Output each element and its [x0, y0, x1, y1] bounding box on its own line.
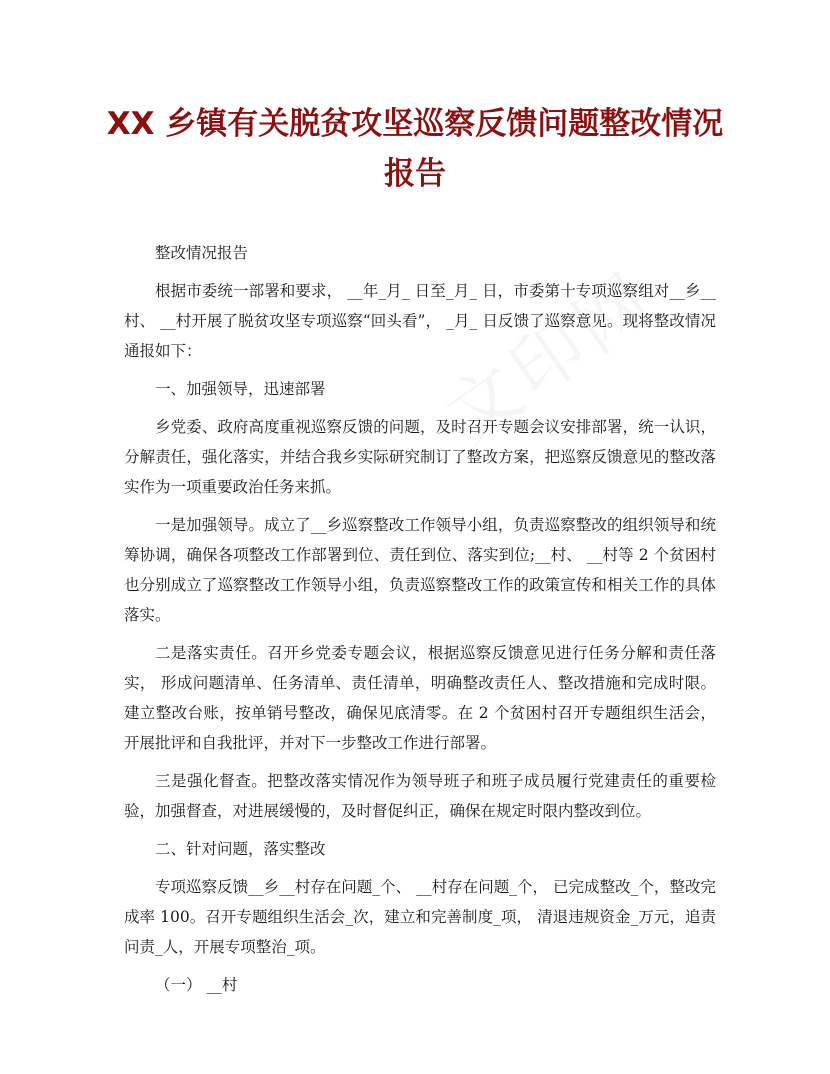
- subsection-heading-village: （一） __村: [155, 976, 238, 994]
- section-heading-2: 二、针对问题，落实整改: [155, 840, 326, 858]
- document-title-line-1: XX 乡镇有关脱贫攻坚巡察反馈问题整改情况: [106, 106, 724, 142]
- intro-paragraph: 根据市委统一部署和要求， __年_月_ 日至_月_ 日，市委第十专项巡察组对__乡__村、 __村开展了脱贫攻坚专项巡察“回头看”， _月_ 日反馈了巡察意见。现将整改情况通报如下：: [124, 282, 716, 360]
- section-heading-1: 一、加强领导，迅速部署: [155, 380, 326, 398]
- paragraph-supervision: 三是强化督查。把整改落实情况作为领导班子和班子成员履行党建责任的重要检验，加强督查，对进展缓慢的，及时督促纠正，确保在规定时限内整改到位。: [124, 772, 716, 820]
- paragraph-rectification-stats: 专项巡察反馈__乡__村存在问题_个、 __村存在问题_个， 已完成整改_个，整改完成率 100。召开专题组织生活会_次，建立和完善制度_项， 清退违规资金_万元，追责问责_人，开展专项整治_项。: [124, 878, 716, 956]
- document-title-line-2: 报告: [384, 156, 446, 192]
- paragraph-overview: 乡党委、政府高度重视巡察反馈的问题，及时召开专题会议安排部署，统一认识，分解责任，强化落实，并结合我乡实际研究制订了整改方案，把巡察反馈意见的整改落实作为一项重要政治任务来抓。: [124, 418, 716, 496]
- document-body: [124, 238, 716, 1008]
- paragraph-responsibility: 二是落实责任。召开乡党委专题会议，根据巡察反馈意见进行任务分解和责任落实， 形成问题清单、任务清单、责任清单，明确整改责任人、整改措施和完成时限。建立整改台账，按单销号整改，确保见底清零。在 2 个贫困村召开专题组织生活会，开展批评和自我批评，并对下一步整改工作进行部署。: [124, 644, 716, 752]
- section-label: 整改情况报告: [155, 244, 249, 262]
- paragraph-leadership: 一是加强领导。成立了__乡巡察整改工作领导小组，负责巡察整改的组织领导和统筹协调，确保各项整改工作部署到位、责任到位、落实到位;__村、 __村等 2 个贫困村也分别成立了巡察整改工作领导小组，负责巡察整改工作的政策宣传和相关工作的具体落实。: [124, 516, 716, 624]
